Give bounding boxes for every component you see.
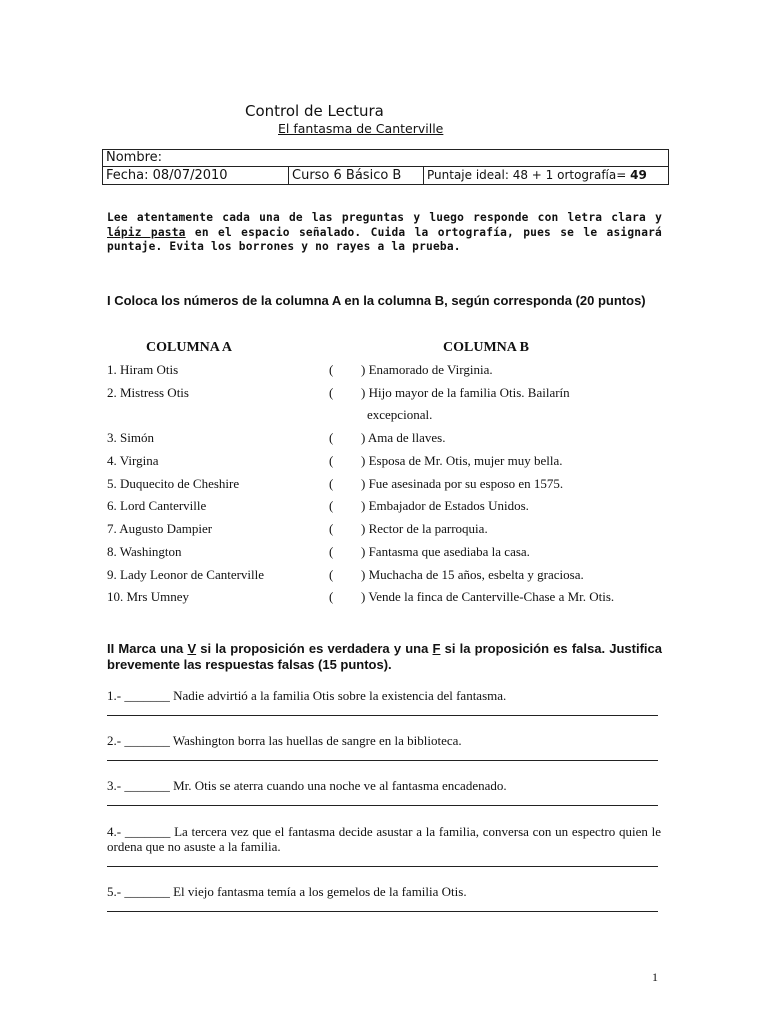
answer-line[interactable]: [107, 760, 658, 761]
nombre-field[interactable]: Nombre:: [103, 150, 668, 167]
column-b-item-continued: excepcional.: [367, 407, 433, 422]
instructions-text-2: en el espacio señalado. Cuida la ortografía, pues se le asignará puntaje. Evita los borrones y no rayes a la prueba.: [107, 225, 662, 253]
info-table: [102, 149, 669, 185]
page-title: Control de Lectura: [245, 102, 384, 120]
answer-slot[interactable]: (: [329, 498, 334, 513]
column-b-item: ) Esposa de Mr. Otis, mujer muy bella.: [361, 453, 563, 468]
column-b-item: ) Fantasma que asediaba la casa.: [361, 544, 530, 559]
column-a-item: 7. Augusto Dampier: [107, 521, 213, 536]
section2-heading-v: V: [187, 641, 197, 656]
section1-heading: I Coloca los números de la columna A en la columna B, según corresponda (20 puntos): [107, 293, 646, 308]
column-a-item: 1. Hiram Otis: [107, 362, 179, 377]
column-b-item: ) Hijo mayor de la familia Otis. Bailarín: [361, 385, 570, 400]
instructions-underlined: lápiz pasta: [107, 225, 186, 239]
answer-slot[interactable]: (: [329, 521, 334, 536]
answer-slot[interactable]: (: [329, 385, 334, 400]
answer-slot[interactable]: (: [329, 544, 334, 559]
column-a-item: 9. Lady Leonor de Canterville: [107, 567, 265, 582]
column-b-item: ) Rector de la parroquia.: [361, 521, 488, 536]
tf-question: 3.- _______ Mr. Otis se aterra cuando una noche ve al fantasma encadenado.: [107, 778, 507, 793]
column-a-item: 3. Simón: [107, 430, 154, 445]
tf-question: 5.- _______ El viejo fantasma temía a los gemelos de la familia Otis.: [107, 884, 467, 899]
answer-line[interactable]: [107, 805, 658, 806]
answer-slot[interactable]: (: [329, 567, 334, 582]
answer-slot[interactable]: (: [329, 589, 334, 604]
column-b-item: ) Muchacha de 15 años, esbelta y graciosa.: [361, 567, 584, 582]
tf-question: 1.- _______ Nadie advirtió a la familia Otis sobre la existencia del fantasma.: [107, 688, 507, 703]
column-b-item: ) Ama de llaves.: [361, 430, 446, 445]
tf-question: 4.- _______ La tercera vez que el fantasma decide asustar a la familia, conversa con un espectro quien le ordena que no asuste a la familia.: [107, 824, 661, 854]
answer-line[interactable]: [107, 911, 658, 912]
instructions-text-1: Lee atentamente cada una de las preguntas y luego responde con letra clara y: [107, 211, 662, 224]
puntaje-cell: [424, 167, 668, 184]
section2-heading-f: F: [432, 641, 441, 656]
page-number: 1: [652, 970, 658, 984]
fecha-cell: Fecha: 08/07/2010: [103, 167, 289, 184]
column-a-item: 2. Mistress Otis: [107, 385, 189, 400]
column-b-item: ) Vende la finca de Canterville-Chase a Mr. Otis.: [361, 589, 615, 604]
column-a-title: COLUMNA A: [146, 340, 232, 355]
answer-slot[interactable]: (: [329, 476, 334, 491]
section2-heading: [107, 641, 662, 673]
puntaje-label: Puntaje ideal: 48 + 1 ortografía=: [427, 168, 627, 182]
puntaje-total: 49: [630, 168, 647, 182]
column-b-item: ) Fue asesinada por su esposo en 1575.: [361, 476, 564, 491]
column-a-item: 4. Virgina: [107, 453, 159, 468]
instructions: [107, 211, 662, 255]
answer-slot[interactable]: (: [329, 453, 334, 468]
column-a-item: 5. Duquecito de Cheshire: [107, 476, 240, 491]
column-a-item: 10. Mrs Umney: [107, 589, 189, 604]
answer-line[interactable]: [107, 715, 658, 716]
section2-heading-part: si la proposición es verdadera y una: [196, 641, 433, 656]
answer-line[interactable]: [107, 866, 658, 867]
curso-cell: Curso 6 Básico B: [289, 167, 424, 184]
column-a-item: 6. Lord Canterville: [107, 498, 207, 513]
page-subtitle: El fantasma de Canterville: [278, 121, 444, 136]
column-b-title: COLUMNA B: [443, 340, 529, 355]
answer-slot[interactable]: (: [329, 430, 334, 445]
section2-heading-part: II Marca una: [107, 641, 188, 656]
tf-question: 2.- _______ Washington borra las huellas de sangre en la biblioteca.: [107, 733, 462, 748]
column-b-item: ) Embajador de Estados Unidos.: [361, 498, 529, 513]
column-a-item: 8. Washington: [107, 544, 182, 559]
column-b-item: ) Enamorado de Virginia.: [361, 362, 493, 377]
section2-heading-part: si la proposición es falsa. Justifica brevemente las respuestas falsas (15 puntos).: [107, 641, 662, 672]
answer-slot[interactable]: (: [329, 362, 334, 377]
